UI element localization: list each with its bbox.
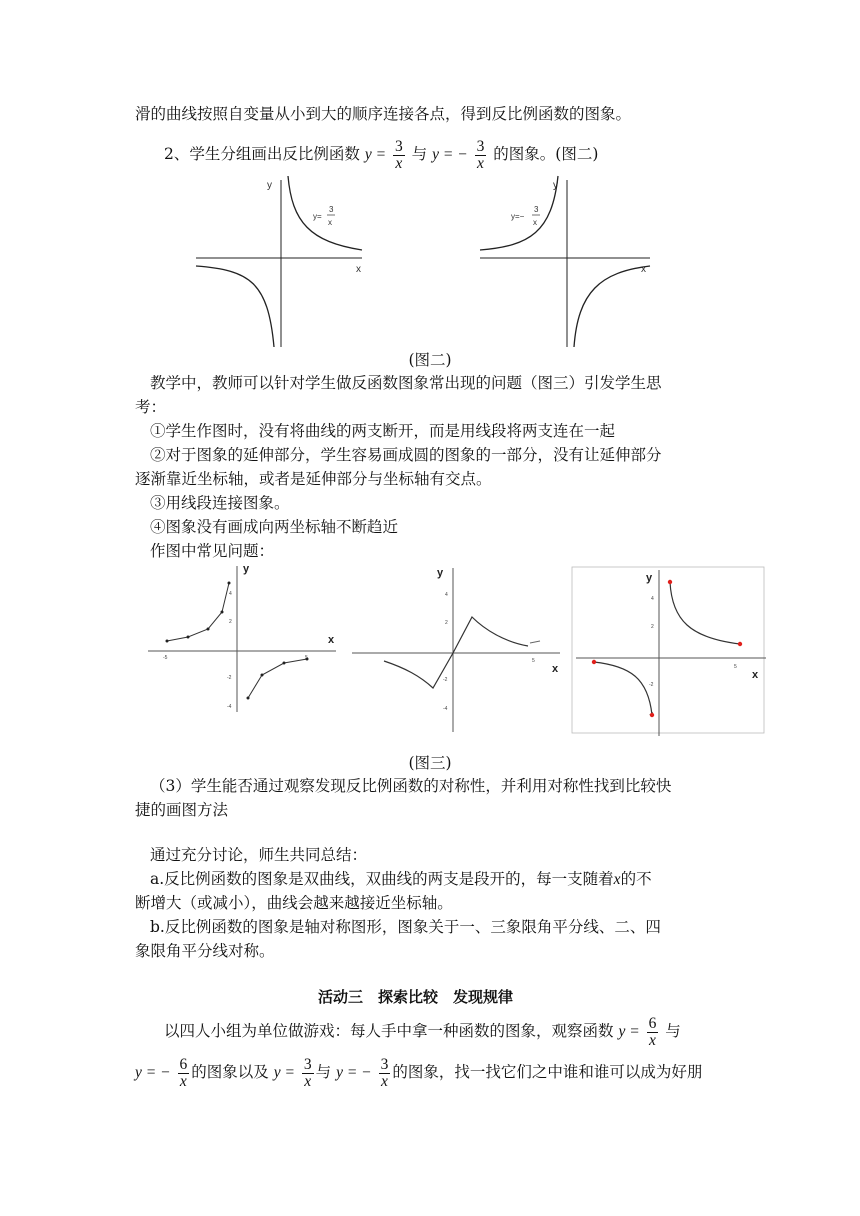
- endpoint-marker: [650, 713, 654, 717]
- endpoint-marker: [738, 642, 742, 646]
- fraction-neg-3-over-x: [475, 139, 487, 172]
- graph-touching-axes: [572, 567, 766, 736]
- fraction-denominator: x: [380, 1072, 388, 1090]
- paragraph-line-6a: [150, 869, 652, 890]
- data-point: [283, 662, 286, 665]
- tick-label: -4: [227, 704, 232, 710]
- axis-label-x: x: [356, 264, 361, 275]
- segment-branch-q2: [167, 583, 229, 641]
- curve-branch-q1: [288, 176, 362, 250]
- eq1-lhs: y = −: [135, 1064, 171, 1081]
- curve-label-den: x: [533, 218, 537, 227]
- p6a-post: 的不: [620, 870, 652, 888]
- paragraph-line-3a: 教学中，教师可以针对学生做反函数图象常出现的问题（图三）引发学生思: [150, 374, 662, 392]
- fraction-numerator: 3: [380, 1055, 389, 1073]
- section-heading: 活动三 探索比较 发现规律: [318, 988, 514, 1006]
- data-point: [247, 697, 250, 700]
- list-item-4: ④图象没有画成向两坐标轴不断趋近: [150, 518, 399, 536]
- axis-label-x: x: [552, 663, 559, 675]
- figure-2: [0, 172, 860, 352]
- endpoint-marker: [668, 580, 672, 584]
- curve-label-num: 3: [534, 205, 539, 214]
- paragraph-line-4b: 捷的画图方法: [135, 801, 229, 819]
- tick-label: -5: [163, 655, 168, 661]
- graph-y-neg-3-over-x: [480, 176, 650, 347]
- data-point: [207, 628, 210, 631]
- curve-label-den: x: [328, 218, 332, 227]
- tick-label: 4: [445, 592, 448, 598]
- paragraph-line-1: 滑的曲线按照自变量从小到大的顺序连接各点，得到反比例函数的图象。: [135, 105, 632, 123]
- axis-label-x: x: [641, 264, 646, 275]
- curve-branch-q1: [670, 582, 740, 644]
- tick-label: 2: [229, 619, 232, 625]
- fraction-numerator: 3: [303, 1055, 312, 1073]
- paragraph-line-8: [164, 1011, 681, 1052]
- data-point: [187, 636, 190, 639]
- axis-label-y: y: [243, 563, 250, 575]
- segment-branch-q4: [248, 659, 307, 698]
- curve-branch-q3: [594, 662, 652, 715]
- p2-prefix: 2、学生分组画出反比例函数: [164, 145, 360, 163]
- tick-label: 4: [229, 591, 232, 597]
- eq2-lhs: y = −: [432, 146, 468, 163]
- fraction-3-over-x: [302, 1057, 314, 1090]
- fraction-denominator: x: [649, 1031, 656, 1049]
- eq2-lhs: y =: [273, 1064, 295, 1081]
- p8-pre: 以四人小组为单位做游戏：每人手中拿一种函数的图象，观察函数: [164, 1022, 614, 1040]
- list-item-5: 作图中常见问题：: [150, 542, 275, 560]
- p2-mid: 与: [411, 145, 428, 163]
- curve-label-num: 3: [329, 205, 334, 214]
- fraction-numerator: 3: [394, 137, 403, 155]
- tick-label: -4: [443, 706, 448, 712]
- axis-label-y: y: [553, 180, 558, 191]
- data-point: [306, 658, 309, 661]
- eq1-lhs: y =: [364, 146, 387, 163]
- fraction-denominator: x: [304, 1072, 312, 1090]
- axis-label-y: y: [267, 180, 272, 191]
- paragraph-line-3b: 考：: [135, 398, 167, 416]
- curve-label-prefix: y=: [313, 212, 322, 221]
- data-point: [261, 674, 264, 677]
- tick-label: -2: [227, 675, 232, 681]
- data-point: [221, 611, 224, 614]
- fraction-neg-6-over-x: [178, 1057, 190, 1090]
- panel-frame: [572, 567, 764, 733]
- graph-connected-branches: [352, 567, 560, 732]
- paragraph-line-7a: b.反比例函数的图象是轴对称图形，图象关于一、三象限角平分线、二、四: [150, 918, 661, 936]
- fraction-denominator: x: [477, 154, 484, 172]
- paragraph-line-5: 通过充分讨论，师生共同总结：: [150, 846, 368, 864]
- p9-post: 的图象，找一找它们之中谁和谁可以成为好朋: [392, 1063, 703, 1081]
- p9-mid2: 与: [315, 1063, 332, 1081]
- fraction-denominator: x: [179, 1072, 187, 1090]
- axis-label-y: y: [437, 567, 444, 579]
- tick-label: 5: [532, 658, 535, 664]
- figure-2-caption: (图二): [408, 351, 452, 369]
- axis-label-x: x: [752, 669, 759, 681]
- p6a-pre: a.反比例函数的图象是双曲线，双曲线的两支是段开的，每一支随着: [150, 870, 614, 888]
- list-item-2: ②对于图象的延伸部分，学生容易画成圆的图象的一部分，没有让延伸部分: [150, 446, 662, 464]
- tick-label: 2: [651, 624, 654, 630]
- tick-label: -2: [443, 677, 448, 683]
- curve-branch-q4: [574, 266, 650, 347]
- paragraph-line-4a: （3）学生能否通过观察发现反比例函数的对称性，并利用对称性找到比较快: [150, 777, 672, 795]
- data-point: [166, 640, 169, 643]
- fraction-numerator: 3: [476, 137, 485, 155]
- tick-label: 5: [734, 664, 737, 670]
- fraction-neg-3-over-x: [379, 1057, 391, 1090]
- axis-label-y: y: [646, 572, 653, 584]
- p6a-var: x: [613, 871, 621, 888]
- list-item-1: ①学生作图时，没有将曲线的两支断开，而是用线段将两支连在一起: [150, 422, 616, 440]
- axis-label-x: x: [328, 634, 335, 646]
- figure-3-caption: (图三): [408, 754, 452, 772]
- fraction-numerator: 6: [648, 1014, 657, 1032]
- eq-lhs: y =: [618, 1023, 640, 1040]
- fraction-numerator: 6: [179, 1055, 188, 1073]
- curve-label-prefix: y=−: [511, 212, 525, 221]
- p8-post: 与: [665, 1022, 681, 1040]
- data-point: [228, 582, 231, 585]
- endpoint-marker: [592, 660, 596, 664]
- fraction-6-over-x: [647, 1016, 659, 1049]
- list-item-3: ③用线段连接图象。: [150, 494, 290, 512]
- paragraph-line-2: [164, 134, 598, 175]
- paragraph-line-9: [135, 1052, 702, 1093]
- fraction-3-over-x: [393, 139, 405, 172]
- tick-label: -2: [649, 682, 654, 688]
- graph-segments: [148, 563, 336, 712]
- tick-label: 2: [445, 620, 448, 626]
- p9-mid1: 的图象以及: [191, 1063, 269, 1081]
- curve-branch-q3: [196, 266, 274, 347]
- tick-label: 4: [651, 596, 654, 602]
- list-item-2-cont: 逐渐靠近坐标轴，或者是延伸部分与坐标轴有交点。: [135, 470, 492, 488]
- paragraph-line-6b: 断增大（或减小），曲线会越来越接近坐标轴。: [135, 894, 453, 912]
- p2-suffix: 的图象。(图二): [493, 145, 599, 163]
- graph-y-3-over-x: [196, 176, 362, 347]
- figure-3: [0, 560, 860, 750]
- eq3-lhs: y = −: [336, 1064, 372, 1081]
- cut-mark: [530, 641, 540, 643]
- fraction-denominator: x: [395, 154, 403, 172]
- paragraph-line-7b: 象限角平分线对称。: [135, 942, 275, 960]
